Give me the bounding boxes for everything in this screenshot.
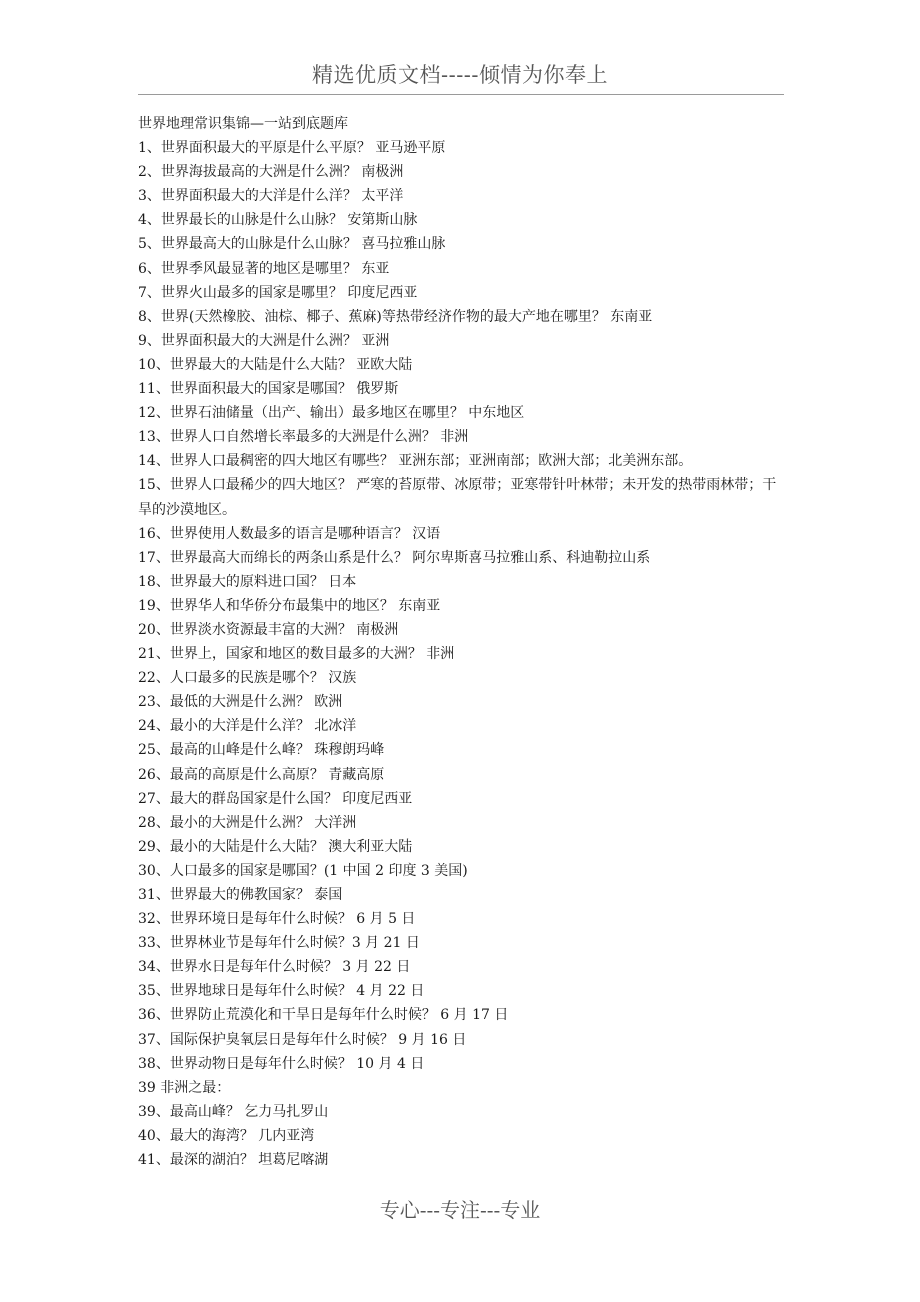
- list-item: 13、世界人口自然增长率最多的大洲是什么洲？ 非洲: [138, 429, 469, 446]
- list-item: 28、最小的大洲是什么洲？ 大洋洲: [138, 814, 357, 831]
- list-item: 19、世界华人和华侨分布最集中的地区？ 东南亚: [138, 597, 441, 614]
- list-item: 8、世界(天然橡胶、油棕、椰子、蕉麻)等热带经济作物的最大产地在哪里？ 东南亚: [138, 308, 653, 325]
- list-item: 22、人口最多的民族是哪个？ 汉族: [138, 670, 357, 687]
- list-item: 12、世界石油储量（出产、输出）最多地区在哪里？ 中东地区: [138, 405, 525, 422]
- list-item: 36、世界防止荒漠化和干旱日是每年什么时候？ 6 月 17 日: [138, 1007, 509, 1024]
- list-item: 41、最深的湖泊？ 坦葛尼喀湖: [138, 1152, 329, 1169]
- question-list: [138, 136, 786, 1172]
- list-item: 31、世界最大的佛教国家？ 泰国: [138, 887, 343, 903]
- list-item: 27、最大的群岛国家是什么国？ 印度尼西亚: [138, 790, 413, 807]
- list-item: 11、世界面积最大的国家是哪国？ 俄罗斯: [138, 381, 399, 398]
- list-item: 14、世界人口最稠密的四大地区有哪些？ 亚洲东部；亚洲南部；欧洲大部；北美洲东部。: [138, 453, 693, 470]
- page-footer: 专心---专注---专业: [379, 1198, 541, 1222]
- list-item: 34、世界水日是每年什么时候？ 3 月 22 日: [138, 959, 411, 976]
- list-item: 18、世界最大的原料进口国？ 日本: [138, 573, 357, 590]
- list-item: 15、世界人口最稀少的四大地区？ 严寒的苔原带、冰原带；亚寒带针叶林带；未开发的热带雨林带；干旱的沙漠地区。: [138, 477, 777, 518]
- list-item: 17、世界最高大而绵长的两条山系是什么？ 阿尔卑斯喜马拉雅山系、科迪勒拉山系: [138, 549, 651, 566]
- list-item: 3、世界面积最大的大洋是什么洋？ 太平洋: [138, 188, 404, 205]
- list-item: 5、世界最高大的山脉是什么山脉？ 喜马拉雅山脉: [138, 236, 446, 253]
- list-item: 4、世界最长的山脉是什么山脉？ 安第斯山脉: [138, 212, 418, 229]
- header-divider: [138, 94, 784, 95]
- list-item: 16、世界使用人数最多的语言是哪种语言？ 汉语: [138, 525, 441, 542]
- list-item: 2、世界海拔最高的大洲是什么洲？ 南极洲: [138, 164, 404, 181]
- list-item: 39、最高山峰？ 乞力马扎罗山: [138, 1103, 329, 1120]
- list-item: 25、最高的山峰是什么峰？ 珠穆朗玛峰: [138, 742, 385, 759]
- list-item: 9、世界面积最大的大洲是什么洲？ 亚洲: [138, 332, 390, 349]
- list-item: 40、最大的海湾？ 几内亚湾: [138, 1127, 315, 1144]
- list-item: 6、世界季风最显著的地区是哪里？ 东亚: [138, 260, 390, 277]
- list-item: 35、世界地球日是每年什么时候？ 4 月 22 日: [138, 983, 425, 1000]
- list-item: 26、最高的高原是什么高原？ 青藏高原: [138, 766, 385, 783]
- list-item: 29、最小的大陆是什么大陆？ 澳大利亚大陆: [138, 838, 413, 855]
- list-item: 37、国际保护臭氧层日是每年什么时候？ 9 月 16 日: [138, 1031, 467, 1048]
- list-item: 24、最小的大洋是什么洋？ 北冰洋: [138, 718, 357, 735]
- list-item: 32、世界环境日是每年什么时候？ 6 月 5 日: [138, 911, 416, 928]
- document-heading: 世界地理常识集锦—一站到底题库: [138, 116, 348, 132]
- list-item: 30、人口最多的国家是哪国？(1 中国 2 印度 3 美国): [138, 862, 468, 879]
- document-body: [138, 112, 786, 1172]
- list-item: 20、世界淡水资源最丰富的大洲？ 南极洲: [138, 621, 399, 638]
- page-header: 精选优质文档-----倾情为你奉上: [312, 63, 608, 87]
- list-item: 23、最低的大洲是什么洲？ 欧洲: [138, 694, 343, 711]
- list-item: 39 非洲之最：: [138, 1079, 231, 1096]
- list-item: 21、世界上，国家和地区的数目最多的大洲？ 非洲: [138, 646, 455, 663]
- list-item: 33、世界林业节是每年什么时候？3 月 21 日: [138, 935, 420, 952]
- list-item: 7、世界火山最多的国家是哪里？ 印度尼西亚: [138, 284, 418, 301]
- list-item: 1、世界面积最大的平原是什么平原？ 亚马逊平原: [138, 140, 446, 157]
- list-item: 38、世界动物日是每年什么时候？ 10 月 4 日: [138, 1055, 425, 1072]
- list-item: 10、世界最大的大陆是什么大陆？ 亚欧大陆: [138, 356, 413, 373]
